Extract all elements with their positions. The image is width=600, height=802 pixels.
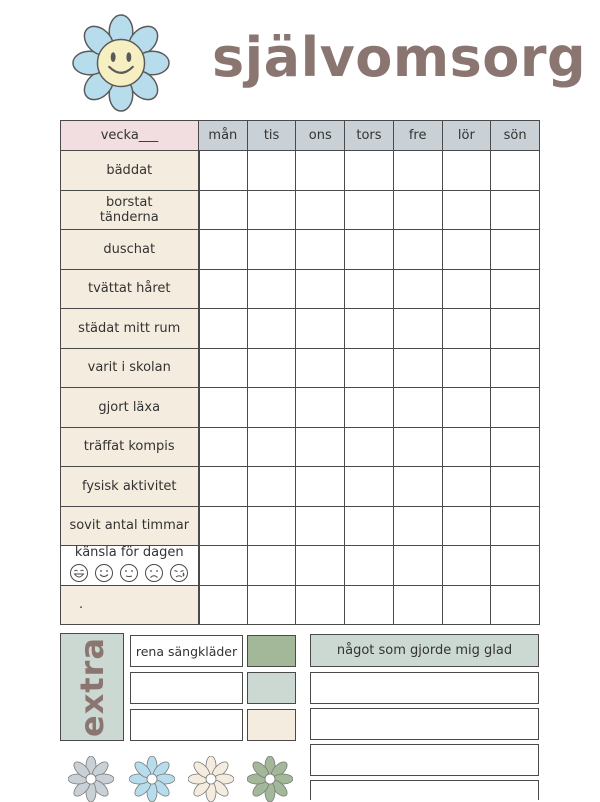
checkbox-cell[interactable] [491,585,540,625]
checkbox-cell[interactable] [491,427,540,467]
checkbox-cell[interactable] [345,388,394,428]
checkbox-cell[interactable] [393,230,442,270]
checkbox-cell[interactable] [491,151,540,191]
row-label: gjort läxa [61,388,199,428]
table-row [61,427,540,467]
table-row [61,348,540,388]
checkbox-cell[interactable] [199,230,248,270]
week-label[interactable]: vecka___ [61,121,199,151]
table-row [61,309,540,349]
smiling-daisy-icon [72,14,170,112]
checkbox-cell[interactable] [442,506,491,546]
swatch-sage [247,672,296,704]
checkbox-cell[interactable] [442,190,491,230]
extra-item-2[interactable] [130,672,243,704]
checkbox-cell[interactable] [345,190,394,230]
row-label: bäddat [61,151,199,191]
checkbox-cell[interactable] [393,348,442,388]
checkbox-cell[interactable] [393,427,442,467]
checkbox-cell[interactable] [199,506,248,546]
glad-line-3[interactable] [310,744,539,776]
glad-line-1[interactable] [310,672,539,704]
checkbox-cell[interactable] [247,190,296,230]
row-label-blank[interactable]: . [61,585,199,625]
row-label: städat mitt rum [61,309,199,349]
emotion-label-cell [61,546,199,586]
checkbox-cell[interactable] [296,506,345,546]
extra-item-3[interactable] [130,709,243,741]
checkbox-cell[interactable] [296,230,345,270]
glad-line-4[interactable] [310,780,539,800]
checkbox-cell[interactable] [247,309,296,349]
checkbox-cell[interactable] [296,151,345,191]
self-care-tracker-table [60,120,540,625]
checkbox-cell[interactable] [199,269,248,309]
checkbox-cell[interactable] [247,427,296,467]
checkbox-cell[interactable] [442,309,491,349]
row-label: träffat kompis [61,427,199,467]
row-label: tvättat håret [61,269,199,309]
checkbox-cell[interactable] [247,585,296,625]
sad-face-icon[interactable] [144,563,164,583]
laughing-face-icon[interactable] [69,563,89,583]
checkbox-cell[interactable] [393,467,442,507]
table-row [61,151,540,191]
checkbox-cell[interactable] [491,546,540,586]
checkbox-cell[interactable] [345,585,394,625]
checkbox-cell[interactable] [199,190,248,230]
table-row [61,388,540,428]
checkbox-cell[interactable] [491,388,540,428]
checkbox-cell[interactable] [199,585,248,625]
glad-header: något som gjorde mig glad [310,634,539,667]
checkbox-cell[interactable] [491,269,540,309]
checkbox-cell[interactable] [442,151,491,191]
checkbox-cell[interactable] [199,309,248,349]
emotion-label: känsla för dagen [74,544,184,560]
extra-section-label [60,633,124,741]
row-label: fysisk aktivitet [61,467,199,507]
checkbox-cell[interactable] [442,230,491,270]
checkbox-cell[interactable] [491,348,540,388]
checkbox-cell[interactable] [442,269,491,309]
neutral-face-icon[interactable] [119,563,139,583]
checkbox-cell[interactable] [393,585,442,625]
checkbox-cell[interactable] [199,348,248,388]
row-label: sovit antal timmar [61,506,199,546]
checkbox-cell[interactable] [345,467,394,507]
checkbox-cell[interactable] [442,348,491,388]
checkbox-cell[interactable] [491,309,540,349]
checkbox-cell[interactable] [247,506,296,546]
checkbox-cell[interactable] [199,467,248,507]
checkbox-cell[interactable] [345,427,394,467]
table-row [61,506,540,546]
row-label: borstat tänderna [61,190,199,230]
checkbox-cell[interactable] [296,348,345,388]
checkbox-cell[interactable] [247,388,296,428]
checkbox-cell[interactable] [345,309,394,349]
emotion-faces [61,563,198,583]
day-header-fri: fre [393,121,442,151]
day-header-thu: tors [345,121,394,151]
day-header-mon: mån [199,121,248,151]
checkbox-cell[interactable] [345,230,394,270]
swatch-cream [247,709,296,741]
checkbox-cell[interactable] [345,151,394,191]
checkbox-cell[interactable] [491,506,540,546]
swatch-green [247,635,296,667]
checkbox-cell[interactable] [199,546,248,586]
glad-line-2[interactable] [310,708,539,740]
day-header-wed: ons [296,121,345,151]
blue-daisy-icon [129,756,175,802]
checkbox-cell[interactable] [393,546,442,586]
checkbox-cell[interactable] [393,309,442,349]
checkbox-cell[interactable] [199,427,248,467]
checkbox-cell[interactable] [345,269,394,309]
checkbox-cell[interactable] [296,585,345,625]
checkbox-cell[interactable] [491,190,540,230]
table-row-emotion [61,546,540,586]
checkbox-cell[interactable] [199,151,248,191]
checkbox-cell[interactable] [247,348,296,388]
checkbox-cell[interactable] [247,151,296,191]
checkbox-cell[interactable] [393,151,442,191]
checkbox-cell[interactable] [393,506,442,546]
day-header-sun: sön [491,121,540,151]
checkbox-cell[interactable] [393,388,442,428]
table-row [61,190,540,230]
extra-item-1[interactable]: rena sängkläder [130,635,243,667]
checkbox-cell[interactable] [247,546,296,586]
checkbox-cell[interactable] [491,230,540,270]
checkbox-cell[interactable] [442,467,491,507]
checkbox-cell[interactable] [296,190,345,230]
table-row [61,269,540,309]
checkbox-cell[interactable] [296,546,345,586]
page-title: självomsorg [212,26,587,89]
checkbox-cell[interactable] [296,427,345,467]
checkbox-cell[interactable] [393,269,442,309]
checkbox-cell[interactable] [296,467,345,507]
checkbox-cell[interactable] [296,388,345,428]
row-label: duschat [61,230,199,270]
row-label: varit i skolan [61,348,199,388]
checkbox-cell[interactable] [442,427,491,467]
checkbox-cell[interactable] [296,269,345,309]
checkbox-cell[interactable] [442,388,491,428]
checkbox-cell[interactable] [442,585,491,625]
checkbox-cell[interactable] [442,546,491,586]
table-row [61,467,540,507]
checkbox-cell[interactable] [393,190,442,230]
gray-daisy-icon [68,756,114,802]
crying-face-icon[interactable] [169,563,189,583]
table-row [61,230,540,270]
checkbox-cell[interactable] [345,348,394,388]
checkbox-cell[interactable] [345,546,394,586]
day-header-tue: tis [247,121,296,151]
day-header-sat: lör [442,121,491,151]
checkbox-cell[interactable] [247,269,296,309]
table-row [61,585,540,625]
cream-daisy-icon [188,756,234,802]
checkbox-cell[interactable] [491,467,540,507]
checkbox-cell[interactable] [199,388,248,428]
checkbox-cell[interactable] [247,467,296,507]
extra-label: extra [73,636,112,738]
checkbox-cell[interactable] [296,309,345,349]
checkbox-cell[interactable] [247,230,296,270]
green-daisy-icon [247,756,293,802]
smiling-face-icon[interactable] [94,563,114,583]
checkbox-cell[interactable] [345,506,394,546]
